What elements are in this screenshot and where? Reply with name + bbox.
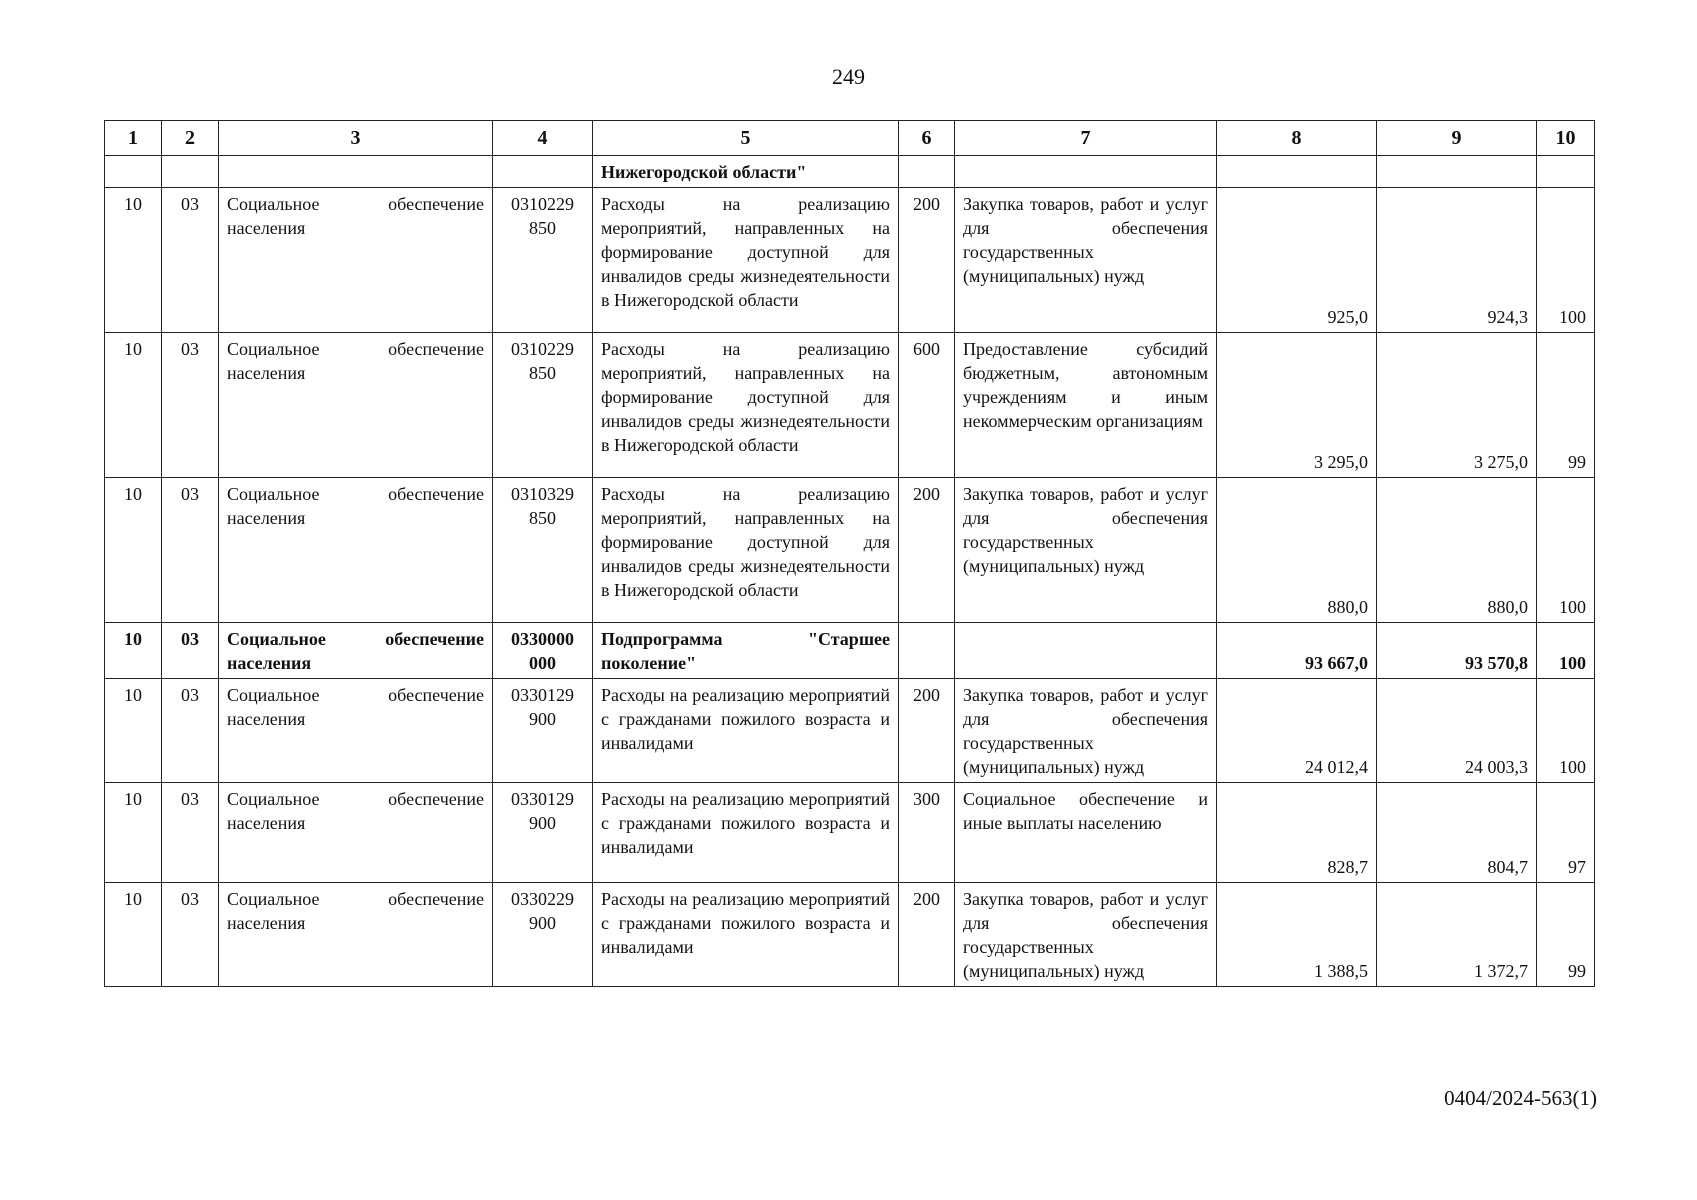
header-cell: 8 xyxy=(1217,121,1377,156)
section-name: Социальное обеспечение населения xyxy=(219,333,493,478)
subsection-code: 03 xyxy=(162,623,219,679)
expense-type-code: 200 xyxy=(899,478,955,623)
actual-amount: 3 275,0 xyxy=(1377,333,1537,478)
table-row xyxy=(105,679,1595,783)
expense-type-name xyxy=(955,156,1217,188)
expense-type-name: Закупка товаров, работ и услуг для обеспечения государственных (муниципальных) нужд xyxy=(955,478,1217,623)
section-code: 10 xyxy=(105,679,162,783)
expense-description: Нижегородской области" xyxy=(593,156,899,188)
table-row xyxy=(105,333,1595,478)
subsection-code xyxy=(162,156,219,188)
target-article-code: 0310229 850 xyxy=(493,333,593,478)
section-code: 10 xyxy=(105,478,162,623)
execution-percent xyxy=(1537,156,1595,188)
header-cell: 9 xyxy=(1377,121,1537,156)
header-cell: 2 xyxy=(162,121,219,156)
actual-amount xyxy=(1377,156,1537,188)
execution-percent: 99 xyxy=(1537,883,1595,987)
expense-description: Расходы на реализацию мероприятий, направленных на формирование доступной для инвалидов среды жизнедеятельности в Нижегородской области xyxy=(593,333,899,478)
target-article-code: 0310329 850 xyxy=(493,478,593,623)
expense-type-name xyxy=(955,623,1217,679)
target-article-code: 0310229 850 xyxy=(493,188,593,333)
expense-description: Расходы на реализацию мероприятий с гражданами пожилого возраста и инвалидами xyxy=(593,883,899,987)
actual-amount: 93 570,8 xyxy=(1377,623,1537,679)
expense-description: Расходы на реализацию мероприятий, направленных на формирование доступной для инвалидов среды жизнедеятельности в Нижегородской области xyxy=(593,188,899,333)
subsection-code: 03 xyxy=(162,333,219,478)
table-row xyxy=(105,883,1595,987)
section-name: Социальное обеспечение населения xyxy=(219,679,493,783)
expense-type-code: 600 xyxy=(899,333,955,478)
expense-type-code: 200 xyxy=(899,883,955,987)
table-row xyxy=(105,783,1595,883)
target-article-code: 0330129 900 xyxy=(493,783,593,883)
expense-description: Расходы на реализацию мероприятий, направленных на формирование доступной для инвалидов среды жизнедеятельности в Нижегородской области xyxy=(593,478,899,623)
expense-type-code xyxy=(899,623,955,679)
header-cell: 5 xyxy=(593,121,899,156)
expense-type-name: Предоставление субсидий бюджетным, автономным учреждениям и иным некоммерческим организациям xyxy=(955,333,1217,478)
planned-amount: 880,0 xyxy=(1217,478,1377,623)
planned-amount: 1 388,5 xyxy=(1217,883,1377,987)
section-name: Социальное обеспечение населения xyxy=(219,783,493,883)
execution-percent: 100 xyxy=(1537,188,1595,333)
section-name: Социальное обеспечение населения xyxy=(219,883,493,987)
subsection-code: 03 xyxy=(162,188,219,333)
target-article-code xyxy=(493,156,593,188)
expense-type-name: Закупка товаров, работ и услуг для обеспечения государственных (муниципальных) нужд xyxy=(955,679,1217,783)
subsection-code: 03 xyxy=(162,883,219,987)
section-name: Социальное обеспечение населения xyxy=(219,478,493,623)
budget-table xyxy=(104,120,1595,987)
target-article-code: 0330000 000 xyxy=(493,623,593,679)
document-code: 0404/2024-563(1) xyxy=(1444,1086,1597,1110)
execution-percent: 100 xyxy=(1537,623,1595,679)
planned-amount: 93 667,0 xyxy=(1217,623,1377,679)
section-code: 10 xyxy=(105,783,162,883)
section-name: Социальное обеспечение населения xyxy=(219,623,493,679)
planned-amount: 828,7 xyxy=(1217,783,1377,883)
execution-percent: 99 xyxy=(1537,333,1595,478)
header-cell: 10 xyxy=(1537,121,1595,156)
table-row xyxy=(105,156,1595,188)
section-code: 10 xyxy=(105,188,162,333)
header-cell: 4 xyxy=(493,121,593,156)
planned-amount xyxy=(1217,156,1377,188)
section-code xyxy=(105,156,162,188)
expense-type-code: 200 xyxy=(899,679,955,783)
section-code: 10 xyxy=(105,333,162,478)
expense-type-name: Закупка товаров, работ и услуг для обеспечения государственных (муниципальных) нужд xyxy=(955,883,1217,987)
subsection-code: 03 xyxy=(162,478,219,623)
execution-percent: 100 xyxy=(1537,478,1595,623)
expense-type-code: 300 xyxy=(899,783,955,883)
expense-type-code: 200 xyxy=(899,188,955,333)
section-name xyxy=(219,156,493,188)
header-cell: 7 xyxy=(955,121,1217,156)
expense-type-name: Социальное обеспечение и иные выплаты населению xyxy=(955,783,1217,883)
execution-percent: 100 xyxy=(1537,679,1595,783)
actual-amount: 880,0 xyxy=(1377,478,1537,623)
expense-description: Подпрограмма "Старшее поколение" xyxy=(593,623,899,679)
table-row xyxy=(105,188,1595,333)
subsection-code: 03 xyxy=(162,783,219,883)
planned-amount: 3 295,0 xyxy=(1217,333,1377,478)
section-code: 10 xyxy=(105,883,162,987)
header-cell: 6 xyxy=(899,121,955,156)
target-article-code: 0330229 900 xyxy=(493,883,593,987)
expense-description: Расходы на реализацию мероприятий с гражданами пожилого возраста и инвалидами xyxy=(593,783,899,883)
table-row xyxy=(105,478,1595,623)
actual-amount: 1 372,7 xyxy=(1377,883,1537,987)
actual-amount: 804,7 xyxy=(1377,783,1537,883)
page-number: 249 xyxy=(832,64,865,89)
execution-percent: 97 xyxy=(1537,783,1595,883)
planned-amount: 24 012,4 xyxy=(1217,679,1377,783)
target-article-code: 0330129 900 xyxy=(493,679,593,783)
table-header-row xyxy=(105,121,1595,156)
expense-type-name: Закупка товаров, работ и услуг для обеспечения государственных (муниципальных) нужд xyxy=(955,188,1217,333)
actual-amount: 24 003,3 xyxy=(1377,679,1537,783)
subsection-code: 03 xyxy=(162,679,219,783)
expense-description: Расходы на реализацию мероприятий с гражданами пожилого возраста и инвалидами xyxy=(593,679,899,783)
section-code: 10 xyxy=(105,623,162,679)
actual-amount: 924,3 xyxy=(1377,188,1537,333)
header-cell: 1 xyxy=(105,121,162,156)
expense-type-code xyxy=(899,156,955,188)
planned-amount: 925,0 xyxy=(1217,188,1377,333)
table-row xyxy=(105,623,1595,679)
header-cell: 3 xyxy=(219,121,493,156)
section-name: Социальное обеспечение населения xyxy=(219,188,493,333)
